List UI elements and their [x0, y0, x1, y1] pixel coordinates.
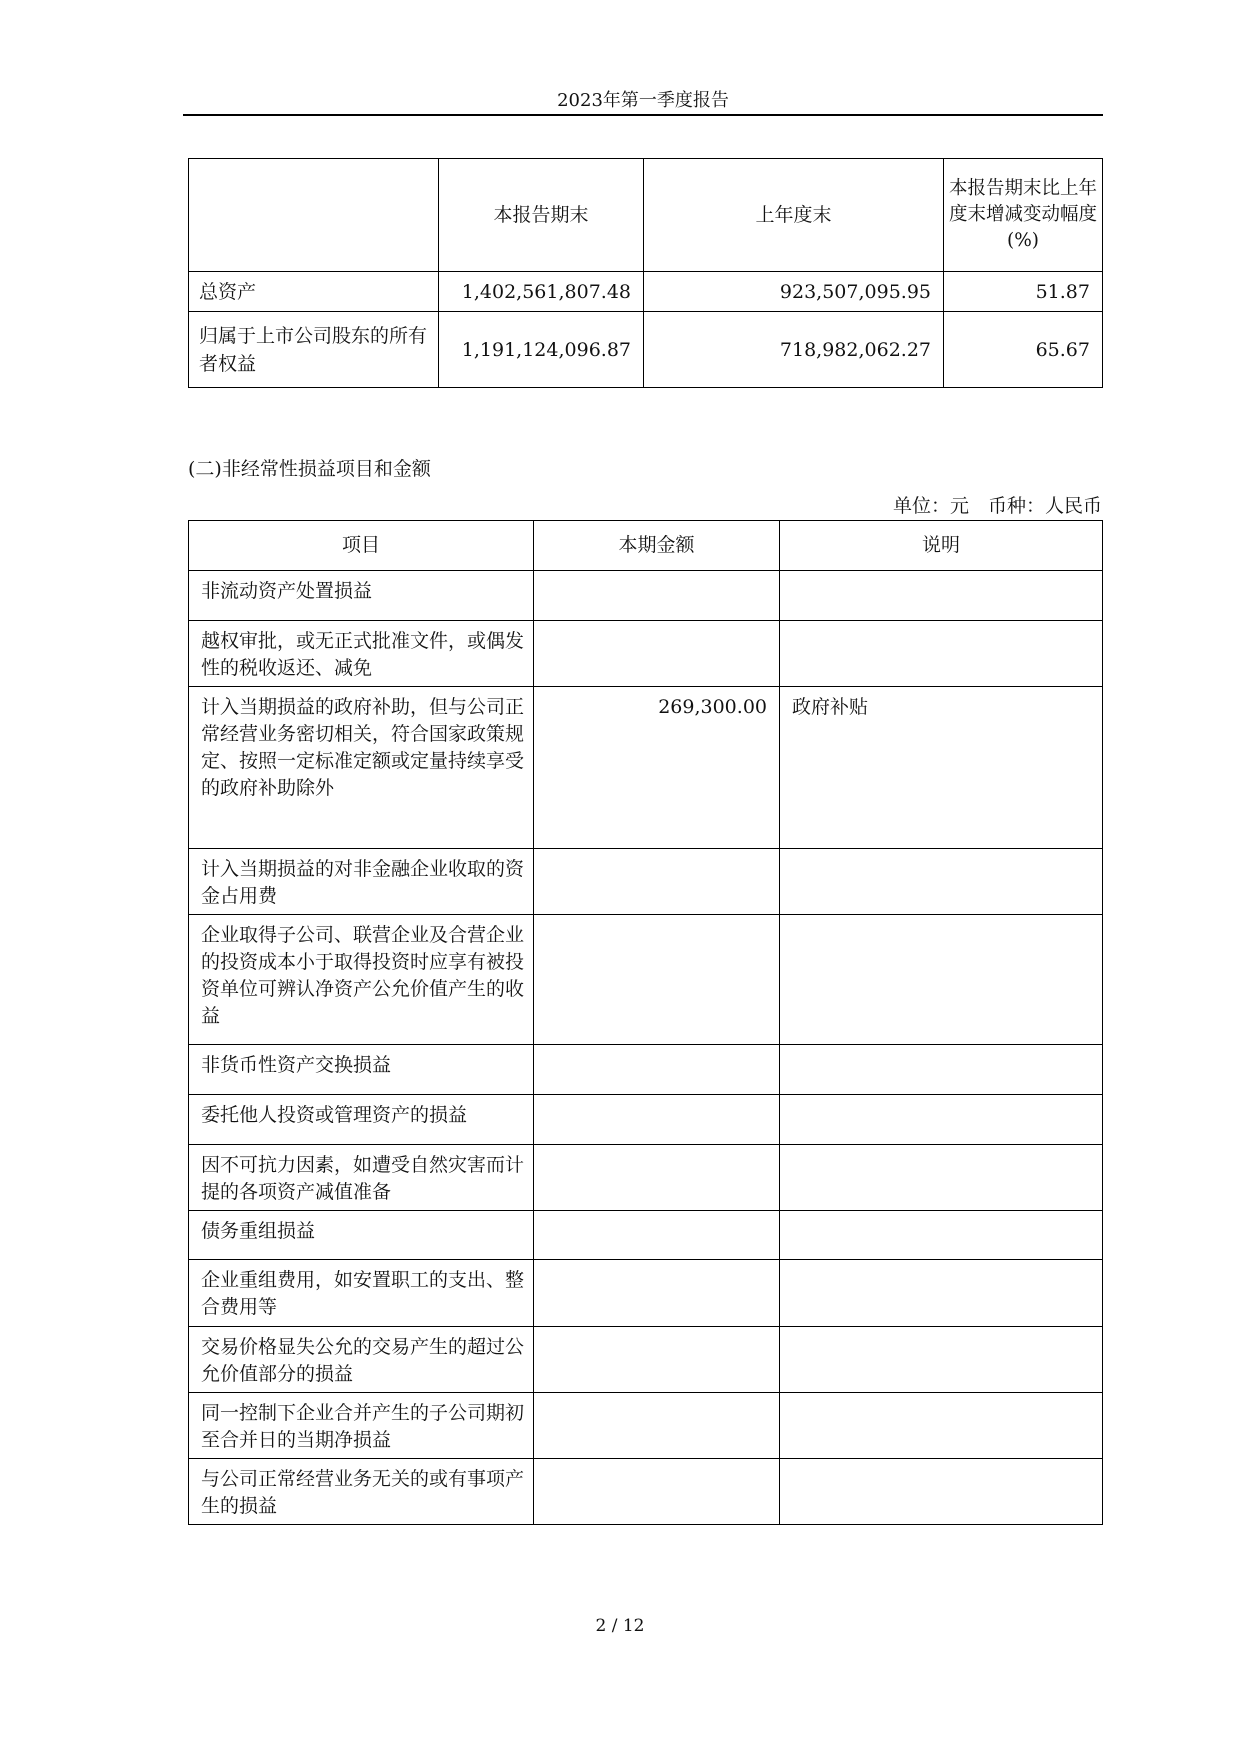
- page-header-title: 2023年第一季度报告: [183, 88, 1103, 116]
- item-amount: [534, 1393, 780, 1459]
- table-row: [189, 1045, 1103, 1095]
- table-row: [189, 272, 1103, 312]
- item-note: [780, 849, 1103, 915]
- item-amount: [534, 1260, 780, 1327]
- item-note: [780, 1260, 1103, 1327]
- row-label: 总资产: [189, 272, 439, 312]
- item-note: [780, 1327, 1103, 1393]
- item-note: [780, 1145, 1103, 1211]
- table-row: [189, 571, 1103, 621]
- item-note: [780, 1095, 1103, 1145]
- table-row: [189, 1260, 1103, 1327]
- item-label: 计入当期损益的政府补助，但与公司正常经营业务密切相关，符合国家政策规定、按照一定标准定额或定量持续享受的政府补助除外: [189, 687, 534, 849]
- column-header-prior-year-end: 上年度末: [644, 159, 944, 272]
- item-amount: [534, 1459, 780, 1525]
- item-note: [780, 621, 1103, 687]
- column-header-change-percent: 本报告期末比上年度末增减变动幅度(%): [944, 159, 1103, 272]
- unit-currency-note: 单位：元 币种：人民币: [892, 495, 1102, 517]
- previous-value: 718,982,062.27: [644, 312, 944, 388]
- item-label: 因不可抗力因素，如遭受自然灾害而计提的各项资产减值准备: [189, 1145, 534, 1211]
- table-row: [189, 1327, 1103, 1393]
- item-label: 债务重组损益: [189, 1211, 534, 1260]
- previous-value: 923,507,095.95: [644, 272, 944, 312]
- table-row: [189, 915, 1103, 1045]
- table-row: [189, 1095, 1103, 1145]
- row-label: 归属于上市公司股东的所有者权益: [189, 312, 439, 388]
- item-note: [780, 1045, 1103, 1095]
- table-row: [189, 1211, 1103, 1260]
- item-note: [780, 1459, 1103, 1525]
- page-number: 2 / 12: [595, 1616, 645, 1636]
- item-amount: [534, 1095, 780, 1145]
- column-header-note: 说明: [780, 521, 1103, 571]
- item-label: 企业重组费用，如安置职工的支出、整合费用等: [189, 1260, 534, 1327]
- item-note: [780, 571, 1103, 621]
- table-row: [189, 849, 1103, 915]
- item-label: 交易价格显失公允的交易产生的超过公允价值部分的损益: [189, 1327, 534, 1393]
- table-row: [189, 312, 1103, 388]
- item-label: 非流动资产处置损益: [189, 571, 534, 621]
- item-note: [780, 1393, 1103, 1459]
- item-label: 委托他人投资或管理资产的损益: [189, 1095, 534, 1145]
- item-amount: [534, 621, 780, 687]
- item-label: 越权审批，或无正式批准文件，或偶发性的税收返还、减免: [189, 621, 534, 687]
- column-header-amount: 本期金额: [534, 521, 780, 571]
- item-amount: [534, 1045, 780, 1095]
- change-value: 51.87: [944, 272, 1103, 312]
- table-row: [189, 621, 1103, 687]
- table-header-row: [189, 521, 1103, 571]
- balance-summary-table: [188, 158, 1103, 388]
- column-header-item: 项目: [189, 521, 534, 571]
- column-header-blank: [189, 159, 439, 272]
- item-note: [780, 1211, 1103, 1260]
- table-header-row: [189, 159, 1103, 272]
- item-note: [780, 915, 1103, 1045]
- item-amount: 269,300.00: [534, 687, 780, 849]
- item-label: 同一控制下企业合并产生的子公司期初至合并日的当期净损益: [189, 1393, 534, 1459]
- item-amount: [534, 915, 780, 1045]
- item-label: 与公司正常经营业务无关的或有事项产生的损益: [189, 1459, 534, 1525]
- item-label: 企业取得子公司、联营企业及合营企业的投资成本小于取得投资时应享有被投资单位可辨认净资产公允价值产生的收益: [189, 915, 534, 1045]
- section-title: (二)非经常性损益项目和金额: [188, 458, 431, 480]
- item-note: 政府补贴: [780, 687, 1103, 849]
- table-row: [189, 1459, 1103, 1525]
- nonrecurring-items-table: [188, 520, 1103, 1525]
- item-label: 计入当期损益的对非金融企业收取的资金占用费: [189, 849, 534, 915]
- table-row: [189, 1393, 1103, 1459]
- item-amount: [534, 1145, 780, 1211]
- item-amount: [534, 571, 780, 621]
- item-amount: [534, 849, 780, 915]
- column-header-current-period: 本报告期末: [439, 159, 644, 272]
- table-row: [189, 687, 1103, 849]
- item-amount: [534, 1327, 780, 1393]
- change-value: 65.67: [944, 312, 1103, 388]
- item-amount: [534, 1211, 780, 1260]
- current-value: 1,191,124,096.87: [439, 312, 644, 388]
- item-label: 非货币性资产交换损益: [189, 1045, 534, 1095]
- current-value: 1,402,561,807.48: [439, 272, 644, 312]
- table-row: [189, 1145, 1103, 1211]
